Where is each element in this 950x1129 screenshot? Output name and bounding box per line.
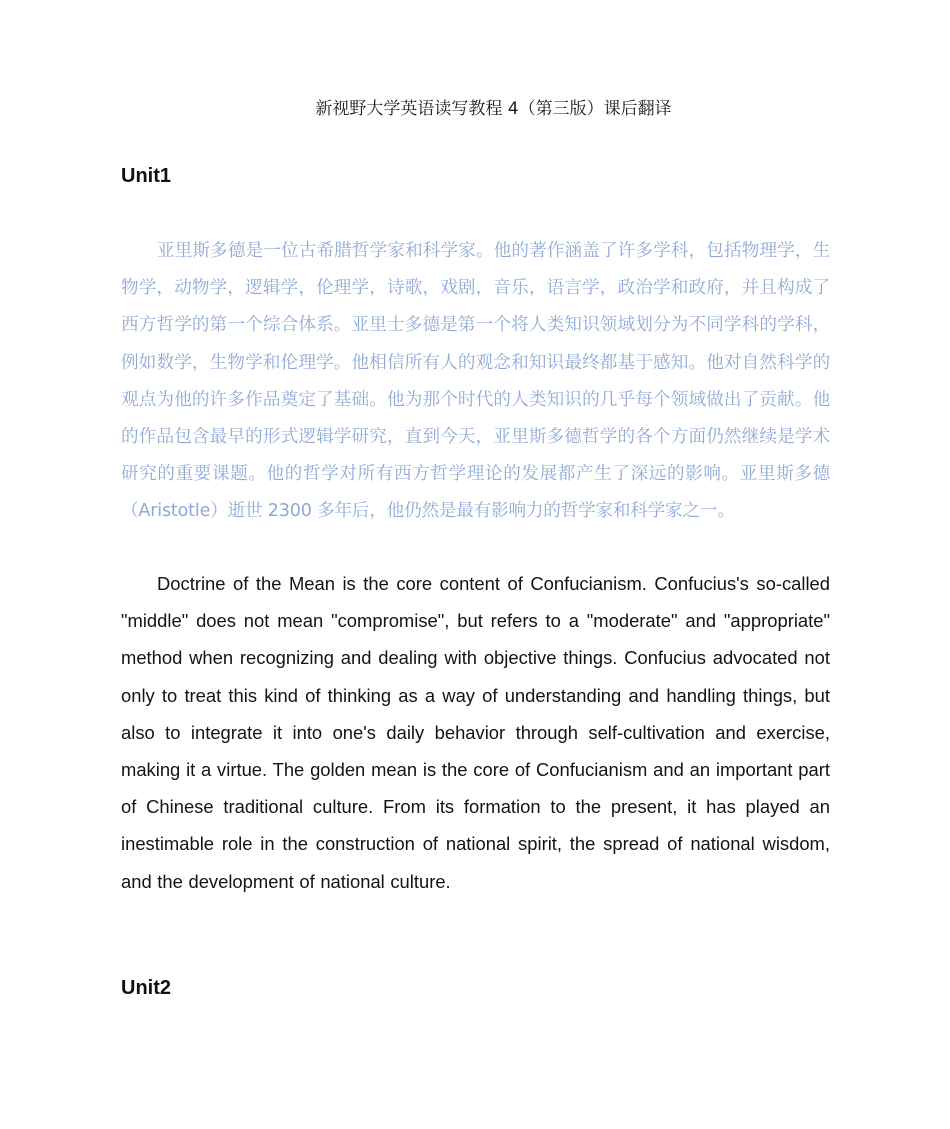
unit1-chinese-paragraph: 亚里斯多德是一位古希腊哲学家和科学家。他的著作涵盖了许多学科，包括物理学，生物学，动物学，逻辑学，伦理学，诗歌，戏剧，音乐，语言学，政治学和政府，并且构成了西方哲学的第一个综合体系。亚里士多德是第一个将人类知识领域划分为不同学科的学科，例如数学，生物学和伦理学。他相信所有人的观念和知识最终都基于感知。他对自然科学的观点为他的许多作品奠定了基础。他为那个时代的人类知识的几乎每个领域做出了贡献。他的作品包含最早的形式逻辑学研究，直到今天，亚里斯多德哲学的各个方面仍然继续是学术研究的重要课题。他的哲学对所有西方哲学理论的发展都产生了深远的影响。亚里斯多德（Aristotle）逝世 2300 多年后，他仍然是最有影响力的哲学家和科学家之一。 xyxy=(121,241,830,522)
unit1-heading: Unit1 xyxy=(121,165,171,187)
unit2-heading: Unit2 xyxy=(121,977,171,999)
unit1-english-paragraph: Doctrine of the Mean is the core content of Confucianism. Confucius's so-called "middle" does not mean "compromise", but refers to a "moderate" and "appropriate" method when recognizing and dealing with objective things. Confucius advocated not only to treat this kind of thinking as a way of understanding and handling things, but also to integrate it into one's daily behavior through self-cultivation and exercise, making it a virtue. The golden mean is the core of Confucianism and an important part of Chinese traditional culture. From its formation to the present, it has played an inestimable role in the construction of national spirit, the spread of national wisdom, and the development of national culture. xyxy=(121,573,830,892)
document-title: 新视野大学英语读写教程 4（第三版）课后翻译 xyxy=(315,99,672,119)
